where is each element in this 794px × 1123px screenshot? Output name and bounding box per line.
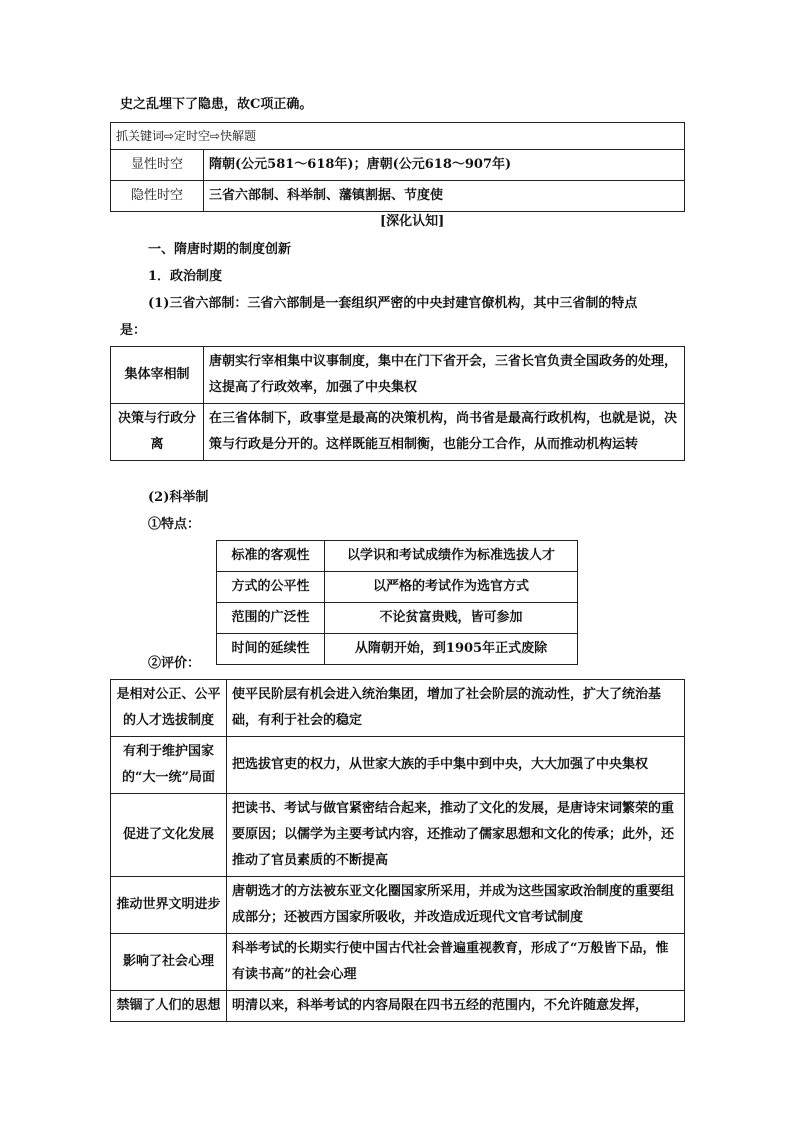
table-row bbox=[111, 347, 685, 404]
features-table bbox=[216, 540, 578, 665]
paragraph-line: (1)三省六部制：三省六部制是一套组织严密的中央封建官僚机构，其中三省制的特点 bbox=[148, 296, 638, 311]
table-cell: 以严格的考试作为选官方式 bbox=[325, 572, 578, 603]
table-row bbox=[111, 404, 685, 461]
table-cell: 唐朝实行宰相集中议事制度，集中在门下省开会，三省长官负责全国政务的处理，这提高了行政效率，加强了中央集权 bbox=[204, 347, 685, 404]
table-cell: 把读书、考试与做官紧密结合起来，推动了文化的发展，是唐诗宋词繁荣的重要原因；以儒学为主要考试内容，还推动了儒家思想和文化的传承；此外，还推动了官员素质的不断提高 bbox=[227, 794, 685, 877]
paragraph-line: 是： bbox=[120, 323, 147, 338]
table-cell: 范围的广泛性 bbox=[217, 603, 325, 634]
table-row bbox=[111, 737, 685, 794]
table-cell: 标准的客观性 bbox=[217, 541, 325, 572]
table-cell: 影响了社会心理 bbox=[111, 934, 227, 991]
table-row bbox=[111, 934, 685, 991]
table-row bbox=[111, 680, 685, 737]
table-cell: 时间的延续性 bbox=[217, 634, 325, 665]
table-cell: 禁锢了人们的思想 bbox=[111, 991, 227, 1022]
table-row bbox=[111, 123, 685, 150]
heading-evaluation: ②评价： bbox=[148, 656, 201, 671]
table-row bbox=[217, 541, 578, 572]
table-row bbox=[217, 572, 578, 603]
table-row bbox=[217, 603, 578, 634]
table-row bbox=[111, 794, 685, 877]
heading-features: ①特点： bbox=[148, 517, 201, 532]
table-cell: 明清以来，科举考试的内容局限在四书五经的范围内，不允许随意发挥， bbox=[227, 991, 685, 1022]
table-cell: 集体宰相制 bbox=[111, 347, 204, 404]
section-heading: [深化认知] bbox=[380, 214, 445, 229]
table-cell: 方式的公平性 bbox=[217, 572, 325, 603]
table-cell: 在三省体制下，政事堂是最高的决策机构，尚书省是最高行政机构，也就是说，决策与行政是分开的。这样既能互相制衡，也能分工合作，从而推动机构运转 bbox=[204, 404, 685, 461]
keyword-table bbox=[110, 122, 685, 212]
table-cell: 是相对公正、公平的人才选拔制度 bbox=[111, 680, 227, 737]
table-cell: 促进了文化发展 bbox=[111, 794, 227, 877]
table-cell: 从隋朝开始，到1905年正式废除 bbox=[325, 634, 578, 665]
table-cell: 使平民阶层有机会进入统治集团，增加了社会阶层的流动性，扩大了统治基础，有利于社会的稳定 bbox=[227, 680, 685, 737]
table-cell: 科举考试的长期实行使中国古代社会普遍重视教育，形成了“万般皆下品，惟有读书高”的社会心理 bbox=[227, 934, 685, 991]
table-cell: 唐朝选才的方法被东亚文化圈国家所采用，并成为这些国家政治制度的重要组成部分；还被西方国家所吸收，并改造成近现代文官考试制度 bbox=[227, 877, 685, 934]
table-row bbox=[111, 877, 685, 934]
table-cell: 决策与行政分离 bbox=[111, 404, 204, 461]
table-cell: 三省六部制、科举制、藩镇割据、节度使 bbox=[204, 181, 685, 212]
table-row bbox=[217, 634, 578, 665]
evaluation-table bbox=[110, 679, 685, 1022]
heading-1-1: 1．政治制度 bbox=[148, 269, 223, 284]
heading-keju: (2)科举制 bbox=[148, 490, 209, 505]
table-row bbox=[111, 181, 685, 212]
table-cell: 把选拔官吏的权力，从世家大族的手中集中到中央，大大加强了中央集权 bbox=[227, 737, 685, 794]
table-cell: 推动世界文明进步 bbox=[111, 877, 227, 934]
keyword-table-header: 抓关键词⇨定时空⇨快解题 bbox=[111, 123, 685, 150]
table-cell: 以学识和考试成绩作为标准选拔人才 bbox=[325, 541, 578, 572]
table-cell: 有利于维护国家的“大一统”局面 bbox=[111, 737, 227, 794]
table-cell: 隐性时空 bbox=[111, 181, 204, 212]
table-cell: 隋朝(公元581～618年)；唐朝(公元618～907年) bbox=[204, 150, 685, 181]
table-cell: 显性时空 bbox=[111, 150, 204, 181]
table-cell: 不论贫富贵贱，皆可参加 bbox=[325, 603, 578, 634]
heading-1: 一、隋唐时期的制度创新 bbox=[148, 242, 292, 257]
table-row bbox=[111, 991, 685, 1022]
sansheng-table bbox=[110, 346, 685, 461]
carryover-line: 史之乱埋下了隐患，故C项正确。 bbox=[120, 97, 313, 112]
table-row bbox=[111, 150, 685, 181]
